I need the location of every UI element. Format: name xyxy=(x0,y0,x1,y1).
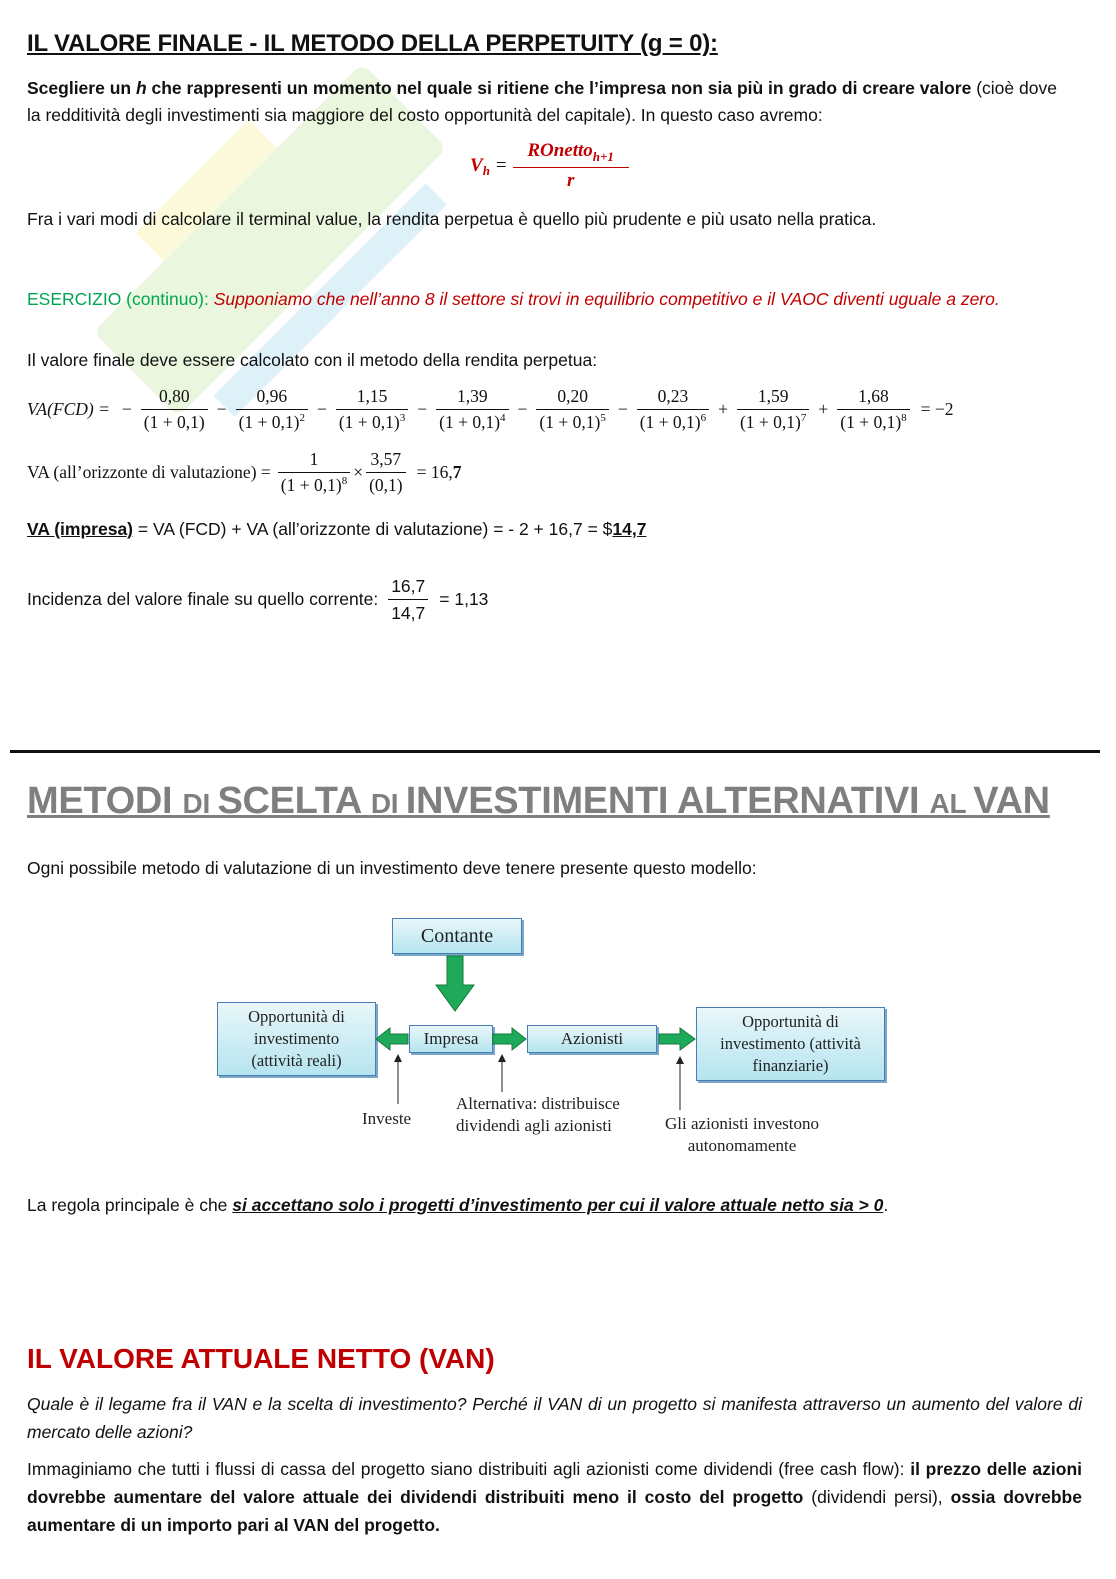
opp-fin-line1: Opportunità di xyxy=(742,1012,839,1031)
va-impresa-value: 14,7 xyxy=(612,519,647,539)
intro-h: h xyxy=(135,78,147,98)
intro-rest-line1: (cioè dove xyxy=(971,78,1057,98)
arrow-down-contante xyxy=(436,956,474,1011)
opp-reali-line3: (attività reali) xyxy=(251,1051,342,1070)
pointer-alternativa-head xyxy=(498,1054,506,1062)
va-term-exp: 7 xyxy=(800,412,807,425)
incidenza-label: Incidenza del valore finale su quello corrente: xyxy=(27,589,379,609)
va-term-num: 1,68 xyxy=(858,386,889,406)
va-term-exp: 8 xyxy=(901,412,907,425)
va-fcd-result: = −2 xyxy=(920,399,954,419)
va-term-num: 1,15 xyxy=(356,386,388,406)
terminal-value-note: Fra i vari modi di calcolare il terminal value, la rendita perpetua è quello più prudente e più usato nella pratica. xyxy=(27,209,877,229)
va-impresa-label: VA (impresa) xyxy=(27,519,133,539)
va-term-sign: − xyxy=(216,399,227,419)
va-orizz-f1-exp: 8 xyxy=(341,475,348,488)
alternativa-line2: dividendi agli azionisti xyxy=(456,1116,612,1135)
intro-bold-b: che rappresenti un momento nel quale si ritiene che l’impresa non sia più in grado di creare valore xyxy=(146,78,972,98)
pointer-investe-head xyxy=(394,1054,402,1062)
va-orizz-times: × xyxy=(353,462,364,482)
va-term-num: 0,20 xyxy=(557,386,588,406)
va-orizz-f1-den: (1 + 0,1) xyxy=(280,475,342,495)
rule-emphasis: si accettano solo i progetti d’investimento per cui il valore attuale netto sia > 0 xyxy=(232,1195,884,1215)
van-p-d: ossia dovrebbe aumentare di un importo pari al VAN del progetto. xyxy=(27,1487,1082,1535)
exercise-label: ESERCIZIO (continuo): xyxy=(27,289,209,309)
va-orizz-result-a: = 16, xyxy=(416,462,453,482)
va-orizz-f1-num: 1 xyxy=(309,449,319,469)
va-term-exp: 5 xyxy=(600,412,606,425)
va-term-num: 1,39 xyxy=(457,386,488,406)
va-term-exp: 4 xyxy=(500,412,506,425)
label-autonomamente xyxy=(652,1113,832,1157)
va-term-sign: − xyxy=(417,399,428,419)
va-term-exp: 2 xyxy=(299,412,305,425)
va-term-den: (1 + 0,1) xyxy=(439,412,501,432)
vh-eq: = xyxy=(495,154,507,176)
va-term-num: 1,59 xyxy=(757,386,789,406)
va-term-sign: − xyxy=(617,399,628,419)
section-title-van: IL VALORE ATTUALE NETTO (VAN) xyxy=(27,1343,495,1374)
va-term-exp: 6 xyxy=(700,412,707,425)
incidenza-result: = 1,13 xyxy=(439,589,489,609)
van-p-c: (dividendi persi), xyxy=(803,1487,951,1507)
title-al: AL xyxy=(929,788,974,819)
alternativa-line1: Alternativa: distribuisce xyxy=(456,1094,620,1113)
va-orizz-label: VA (all’orizzonte di valutazione) = xyxy=(27,462,271,482)
va-orizz-f2-den: (0,1) xyxy=(366,472,406,496)
va-term-den: (1 + 0,1) xyxy=(238,412,300,432)
model-intro: Ogni possibile metodo di valutazione di un investimento deve tenere presente questo modello: xyxy=(27,858,757,878)
opp-reali-line2: investimento xyxy=(253,1029,340,1048)
opp-reali-line1: Opportunità di xyxy=(248,1007,345,1026)
vh-num: ROnetto xyxy=(527,140,593,161)
gli-azionisti-line2: autonomamente xyxy=(687,1136,797,1155)
vh-num-sub: h+1 xyxy=(592,148,614,164)
title-scelta: SCELTA xyxy=(217,780,371,822)
va-term-num: 0,23 xyxy=(657,386,689,406)
opp-fin-line3: finanziarie) xyxy=(752,1056,829,1075)
title-metodi: METODI xyxy=(27,780,183,822)
title-investimenti: INVESTIMENTI ALTERNATIVI xyxy=(405,780,930,822)
title-di-1: DI xyxy=(182,788,218,819)
va-term-sign: + xyxy=(718,399,728,419)
arrow-right-finanziarie xyxy=(659,1028,695,1050)
va-term-den: (1 + 0,1) xyxy=(739,412,801,432)
rule-prefix: La regola principale è che xyxy=(27,1195,233,1215)
label-alternativa xyxy=(456,1093,620,1137)
vh-den: r xyxy=(513,167,629,192)
box-contante: Contante xyxy=(392,918,522,954)
va-orizz-result-b: 7 xyxy=(452,462,462,482)
va-term-sign: − xyxy=(121,399,132,419)
va-term-den: (1 + 0,1) xyxy=(840,412,902,432)
incidenza-num: 16,7 xyxy=(391,576,426,596)
va-orizz-f2-num: 3,57 xyxy=(370,449,402,469)
pointer-autonomamente-head xyxy=(676,1056,684,1064)
label-investe: Investe xyxy=(362,1109,412,1128)
box-impresa: Impresa xyxy=(409,1025,493,1053)
exercise-text: Supponiamo che nell’anno 8 il settore si trovi in equilibrio competitivo e il VAOC diventi uguale a zero. xyxy=(208,289,1000,309)
va-term-exp: 3 xyxy=(399,412,406,425)
van-p-a: Immaginiamo che tutti i flussi di cassa del progetto siano distribuiti agli azionisti come dividendi (free cash flow): xyxy=(27,1459,911,1479)
arrow-left-reali xyxy=(376,1028,408,1050)
section-title-valore-finale: IL VALORE FINALE - IL METODO DELLA PERPETUITY (g = 0): xyxy=(27,30,718,57)
va-term-sign: − xyxy=(517,399,528,419)
va-term-sign: + xyxy=(818,399,829,419)
va-term-den: (1 + 0,1) xyxy=(143,412,205,432)
va-term-den: (1 + 0,1) xyxy=(639,412,701,432)
box-azionisti: Azionisti xyxy=(527,1025,657,1053)
van-p-b: il prezzo delle azioni dovrebbe aumentare del valore attuale dei dividendi distribuiti meno il costo del progetto xyxy=(27,1459,1082,1507)
van-paragraph xyxy=(27,1455,1082,1539)
vh-lhs: V xyxy=(470,154,483,176)
intro-bold-a: Scegliere un xyxy=(27,78,136,98)
vh-lhs-sub: h xyxy=(482,162,490,178)
va-term-den: (1 + 0,1) xyxy=(539,412,601,432)
gli-azionisti-line1: Gli azionisti investono xyxy=(665,1114,819,1133)
va-term-num: 0,80 xyxy=(158,386,190,406)
title-van: VAN xyxy=(973,780,1050,822)
title-di-2: DI xyxy=(370,788,406,819)
intro-line2: la redditività degli investimenti sia maggiore del costo opportunità del capitale). In questo caso avremo: xyxy=(27,105,823,125)
va-term-den: (1 + 0,1) xyxy=(338,412,400,432)
van-question: Quale è il legame fra il VAN e la scelta di investimento? Perché il VAN di un progetto si manifesta attraverso un aumento del valore di mercato delle azioni? xyxy=(27,1394,1082,1442)
va-impresa-expr: = VA (FCD) + VA (all’orizzonte di valutazione) = - 2 + 16,7 = $ xyxy=(133,519,613,539)
va-fcd-label: VA(FCD) = xyxy=(27,399,110,419)
va-term-sign: − xyxy=(316,399,327,419)
incidenza-den: 14,7 xyxy=(388,599,428,624)
arrow-right-azionisti xyxy=(493,1028,526,1050)
main-rule-line xyxy=(27,1192,888,1219)
va-term-num: 0,96 xyxy=(256,386,288,406)
rule-suffix: . xyxy=(883,1195,889,1215)
method-line: Il valore finale deve essere calcolato con il metodo della rendita perpetua: xyxy=(27,350,598,370)
opp-fin-line2: investimento (attività xyxy=(720,1034,861,1053)
